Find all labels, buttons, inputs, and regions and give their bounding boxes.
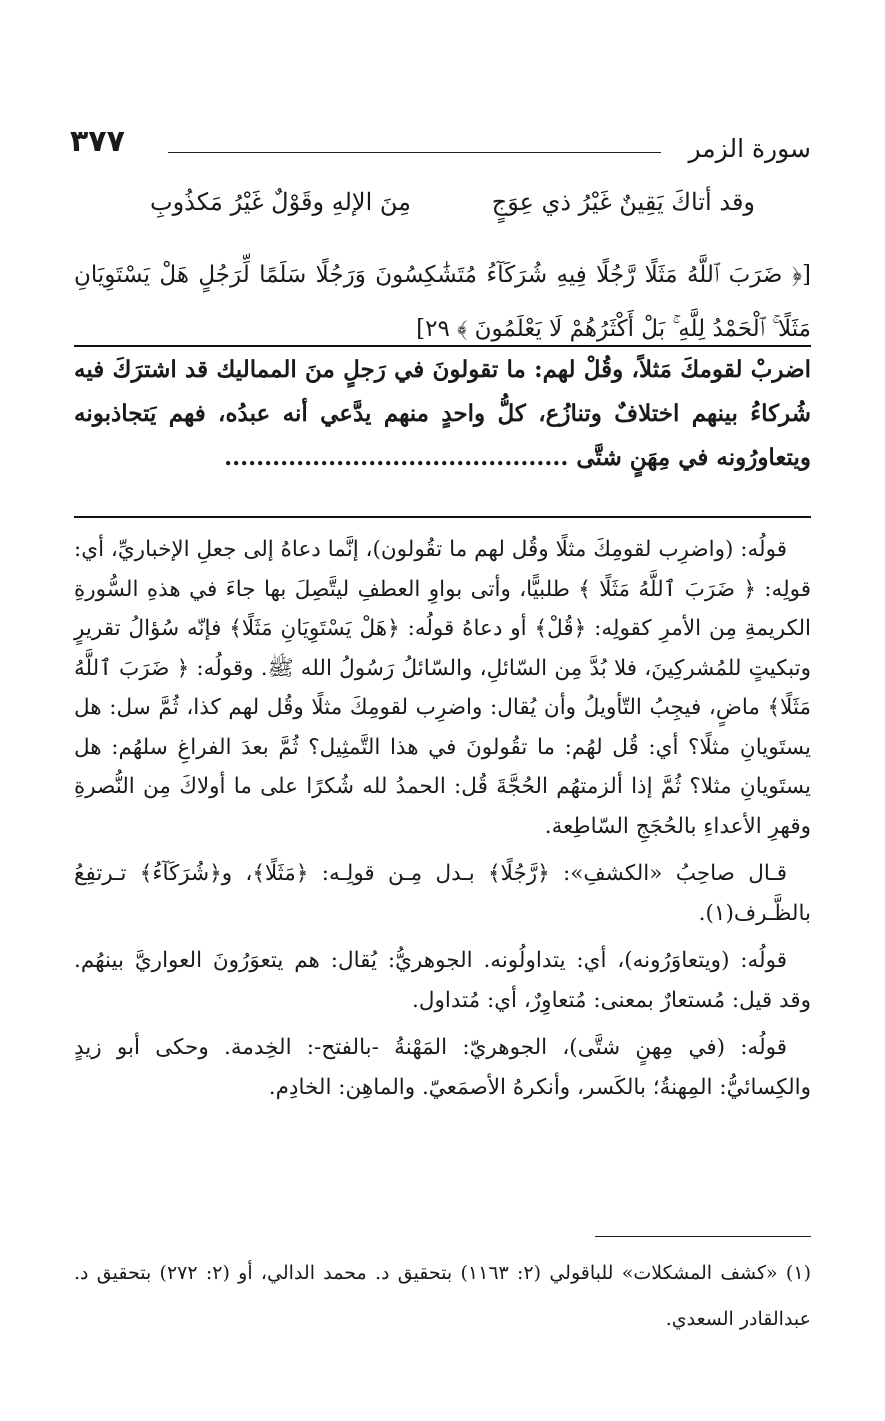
commentary-paragraph: قولُه: (ويتعاوَرُونه)، أي: يتداولُونه. الجوهريُّ: يُقال: هم يتعوَرُونَ العواريَّ بينهُم. وقد قيل: مُستعارٌ بمعنى: مُتعاوِرٌ، أي: مُتداول. [74, 948, 811, 1013]
page-number: ٣٧٧ [70, 124, 125, 159]
poetry-verse [90, 188, 795, 234]
commentary-paragraph: قولُه: (واضرِب لقومِكَ مثلًا وقُل لهم ما تقُولون)، إنَّما دعاهُ إلى جعلِ الإخباريِّ، أي: قولِه: ﴿ ضَرَبَ ٱللَّهُ مَثَلًا ﴾ طلبيًّا، وأتى بواوِ العطفِ ليتَّصِلَ بها جاءَ في هذهِ السُّورةِ الكريمةِ مِن الأمرِ كقولِه: ﴿قُلْ﴾ أو دعاهُ قولُه: ﴿هَلْ يَسْتَوِيَانِ مَثَلًا﴾ فإنّه سُؤالُ تقريرٍ وتبكيتٍ للمُشركِينَ، فلا بُدَّ مِن السّائلِ، والسّائلُ رَسُولُ الله ﷺ. وقولُه: ﴿ ضَرَبَ ٱللَّهُ مَثَلًا﴾ ماضٍ، فيجِبُ التّأويلُ وأن يُقال: واضرِب لقومِكَ مثلًا وقُل لهم كذا، ثُمَّ سل: هل يستَويانِ مثلًا؟ أي: قُل لهُم: ما تقُولونَ في هذا التَّمثِيل؟ ثُمَّ بعدَ الفراغِ سلهُم: هل يستَويانِ مثلا؟ ثُمَّ إذا ألزمتهُم الحُجَّةَ قُل: الحمدُ لله شُكرًا على ما أولاكَ مِن النُّصرةِ وقهرِ الأعداءِ بالحُجَجِ السّاطِعة. [74, 537, 811, 839]
surah-title: سورة الزمر [688, 134, 811, 163]
section-divider-top [74, 345, 811, 347]
section-divider-bottom [74, 516, 811, 518]
verse-second-hemistich: مِنَ الإلهِ وقَوْلٌ غَيْرُ مَكذُوبِ [150, 188, 411, 216]
quran-verse: [﴿ ضَرَبَ ٱللَّهُ مَثَلًا رَّجُلًا فِيهِ شُرَكَآءُ مُتَشَٰكِسُونَ وَرَجُلًا سَلَمًا لِّرَجُلٍ هَلْ يَسْتَوِيَانِ مَثَلًا ۚ ٱلْحَمْدُ لِلَّهِ ۚ بَلْ أَكْثَرُهُمْ لَا يَعْلَمُونَ ﴾ ٢٩] [74, 262, 811, 342]
commentary-paragraph: قـال صاحِبُ «الكشفِ»: ﴿رَّجُلًا﴾ بـدل مِـن قولِـه: ﴿مَثَلًا﴾، و﴿شُرَكَآءُ﴾ تـرتفِعُ بالظَّـرف(١). [74, 861, 811, 926]
verse-first-hemistich: وقد أتاكَ يَقِينٌ غَيْرُ ذي عِوَجٍ [491, 188, 755, 216]
tafsir-main-text: اضربْ لقومكَ مَثلاً، وقُلْ لهم: ما تقولونَ في رَجلٍ منَ المماليك قد اشترَكَ فيه شُركاءُ بينهم اختلافٌ وتنازُع، كلُّ واحدٍ منهم يدَّعي أنه عبدُه، فهم يَتجاذبونه ويتعاورُونه في مِهَنٍ شتَّى ........................................... [74, 356, 811, 471]
header-rule [168, 152, 661, 153]
commentary-body [74, 530, 811, 1115]
footnote-rule [595, 1236, 811, 1237]
footnote: (١) «كشف المشكلات» للباقولي (٢: ١١٦٣) بتحقيق د. محمد الدالي، أو (٢: ٢٧٢) بتحقيق د. عبدالقادر السعدي. [74, 1262, 811, 1330]
commentary-paragraph: قولُه: (في مِهنٍ شتَّى)، الجوهريّ: المَهْنةُ -بالفتح-: الخِدمة. وحكى أبو زيدٍ والكِسائيُّ: المِهنةُ؛ بالكَسر، وأنكرهُ الأصمَعيّ. والماهِن: الخادِم. [74, 1035, 811, 1100]
page-header [70, 124, 811, 164]
